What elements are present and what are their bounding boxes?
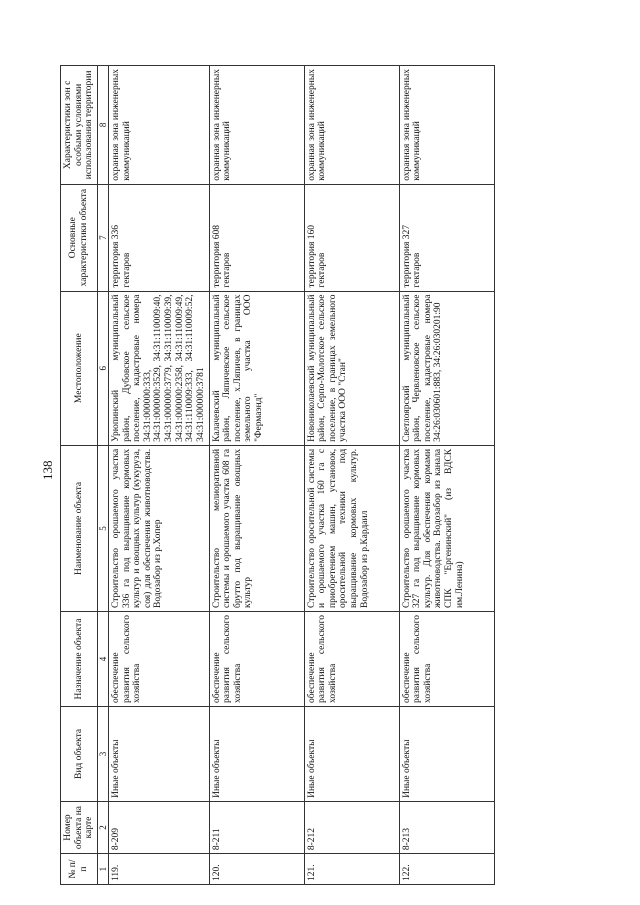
header-cell: Характеристики зон с особыми условиями использования территории: [61, 66, 98, 185]
object-characteristics: территория 608 гектаров: [209, 184, 304, 291]
object-name: Строительство мелиоративной системы и орошаемого участка 608 га брутто под выращивание овощных культур: [209, 445, 304, 611]
column-number: 4: [97, 612, 108, 707]
row-number: 122.: [399, 854, 494, 885]
header-cell: Номер объекта на карте: [61, 801, 98, 853]
table-row: [108, 66, 209, 885]
page-number: 138: [40, 460, 55, 480]
object-name: Строительство орошаемого участка 327 га под выращивание кормовых культур. Для обеспечения кормами животноводства. Водозабор из канала СПК "Ергенинский" (из ВДСК им.Ленина): [399, 445, 494, 611]
object-characteristics: территория 160 гектаров: [304, 184, 399, 291]
column-number: 5: [97, 445, 108, 611]
object-name: Строительство орошаемого участка 336 га под выращивание кормовых культур и овощных культур (кукуруза, соя) для обеспечения животноводства. Водозабор из р.Хопер: [108, 445, 209, 611]
map-number: 8-212: [304, 801, 399, 853]
object-kind: Иные объекты: [108, 706, 209, 801]
object-name: Строительство оросительной системы и орошаемого участка 160 га с приобретением машин, установок, оросительной техники под выращивание кормовых культур. Водозабор из р.Кардаил: [304, 445, 399, 611]
table-row: [399, 66, 494, 885]
zone-characteristics: охранная зона инженерных коммуникаций: [108, 66, 209, 185]
header-cell: Наименование объекта: [61, 445, 98, 611]
object-location: Новониколаевский муниципальный район, Серпо-Молотское сельское поселение, в границах земельного участка ООО "Стан": [304, 291, 399, 445]
table-row: [209, 66, 304, 885]
object-purpose: обеспечение развития сельского хозяйства: [304, 612, 399, 707]
object-kind: Иные объекты: [399, 706, 494, 801]
header-cell: Местоположение: [61, 291, 98, 445]
object-characteristics: территория 327 гектаров: [399, 184, 494, 291]
object-kind: Иные объекты: [209, 706, 304, 801]
header-cell: Вид объекта: [61, 706, 98, 801]
table-row: [304, 66, 399, 885]
object-location: Светлоярский муниципальный район, Червленовское сельское поселение, кадастровые номера 34:26:030601:883, 34:26:030201:90: [399, 291, 494, 445]
zone-characteristics: охранная зона инженерных коммуникаций: [304, 66, 399, 185]
map-number: 8-209: [108, 801, 209, 853]
object-kind: Иные объекты: [304, 706, 399, 801]
object-location: Калачевский муниципальный район, Ляпичевское сельское поселение, х.Ляпичев, в границах земельного участка ООО "Фермаэнд": [209, 291, 304, 445]
row-number: 119.: [108, 854, 209, 885]
object-purpose: обеспечение развития сельского хозяйства: [399, 612, 494, 707]
map-number: 8-213: [399, 801, 494, 853]
object-purpose: обеспечение развития сельского хозяйства: [108, 612, 209, 707]
objects-table: [60, 65, 495, 885]
object-location: Урюпинский муниципальный район, Дубовское сельское поселение, кадастровые номера 34:31:000000:333, 34:31:000000:3529, 34:31:110009:40, 34:31:000000:3779, 34:31:110009:39, 34:31:000000:2358, 34:31:110009:49, 34:31:110009:333, 34:31:110009:52, 34:31:000000:3781: [108, 291, 209, 445]
object-characteristics: территория 336 гектаров: [108, 184, 209, 291]
column-number: 6: [97, 291, 108, 445]
column-number: 3: [97, 706, 108, 801]
header-row: [61, 66, 98, 885]
header-cell: № п/п: [61, 854, 98, 885]
column-number: 8: [97, 66, 108, 185]
row-number: 121.: [304, 854, 399, 885]
object-purpose: обеспечение развития сельского хозяйства: [209, 612, 304, 707]
header-cell: Назначение объекта: [61, 612, 98, 707]
column-number-row: [97, 66, 108, 885]
column-number: 2: [97, 801, 108, 853]
rotated-table-wrapper: [60, 65, 605, 885]
column-number: 7: [97, 184, 108, 291]
header-cell: Основные характеристики объекта: [61, 184, 98, 291]
zone-characteristics: охранная зона инженерных коммуникаций: [209, 66, 304, 185]
zone-characteristics: охранная зона инженерных коммуникаций: [399, 66, 494, 185]
row-number: 120.: [209, 854, 304, 885]
column-number: 1: [97, 854, 108, 885]
map-number: 8-211: [209, 801, 304, 853]
